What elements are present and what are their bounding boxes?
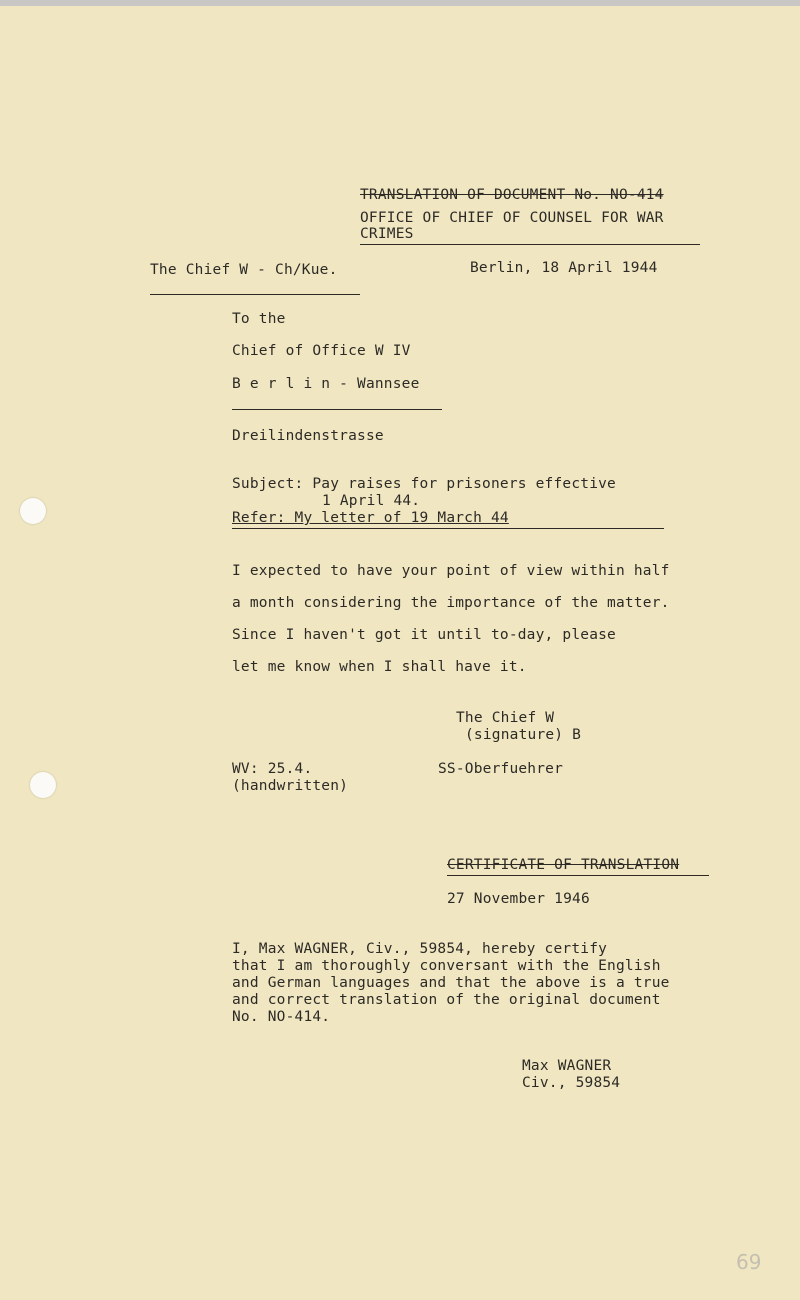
certificate-line-4: and correct translation of the original document [232, 992, 661, 1008]
recipient-line-4: Dreilindenstrasse [232, 428, 384, 444]
signature-rank: SS-Oberfuehrer [438, 761, 564, 777]
body-line-4: let me know when I shall have it. [232, 659, 527, 675]
signature-line-1: The Chief W [456, 710, 555, 726]
sender-reference: The Chief W - Ch/Kue. [150, 262, 338, 278]
certificate-line-5: No. NO-414. [232, 1009, 331, 1025]
office-line-2: CRIMES [360, 226, 414, 242]
recipient-line-1: To the [232, 311, 286, 327]
date-place: Berlin, 18 April 1944 [470, 260, 658, 276]
certificate-line-3: and German languages and that the above is a true [232, 975, 670, 991]
annotation-line-1: WV: 25.4. [232, 761, 313, 777]
subject-line-1: Subject: Pay raises for prisoners effective [232, 476, 616, 492]
translation-title: TRANSLATION OF DOCUMENT No. NO-414 [360, 187, 664, 203]
subject-line-2: 1 April 44. [322, 493, 421, 509]
certificate-date: 27 November 1946 [447, 891, 590, 907]
office-line-1: OFFICE OF CHIEF OF COUNSEL FOR WAR [360, 210, 664, 226]
recipient-line-2: Chief of Office W IV [232, 343, 411, 359]
recipient-line-3: B e r l i n - Wannsee [232, 376, 420, 392]
body-line-3: Since I haven't got it until to-day, please [232, 627, 616, 643]
signature-line-2: (signature) B [465, 727, 582, 743]
body-line-1: I expected to have your point of view within half [232, 563, 670, 579]
certificate-signer-id: Civ., 59854 [522, 1075, 621, 1091]
sender-rule [150, 294, 360, 295]
punch-hole-lower [30, 772, 56, 798]
body-line-2: a month considering the importance of the matter. [232, 595, 670, 611]
punch-hole-upper [20, 498, 46, 524]
certificate-line-2: that I am thoroughly conversant with the English [232, 958, 661, 974]
scan-top-edge [0, 0, 800, 6]
header-rule [360, 244, 700, 245]
certificate-title: CERTIFICATE OF TRANSLATION [447, 857, 680, 873]
annotation-line-2: (handwritten) [232, 778, 349, 794]
page-number: 69 [736, 1250, 762, 1274]
refer-line: Refer: My letter of 19 March 44 [232, 510, 509, 526]
certificate-signer-name: Max WAGNER [522, 1058, 612, 1074]
certificate-rule [447, 875, 709, 876]
certificate-line-1: I, Max WAGNER, Civ., 59854, hereby certify [232, 941, 608, 957]
recipient-rule [232, 409, 442, 410]
refer-rule [232, 528, 664, 529]
